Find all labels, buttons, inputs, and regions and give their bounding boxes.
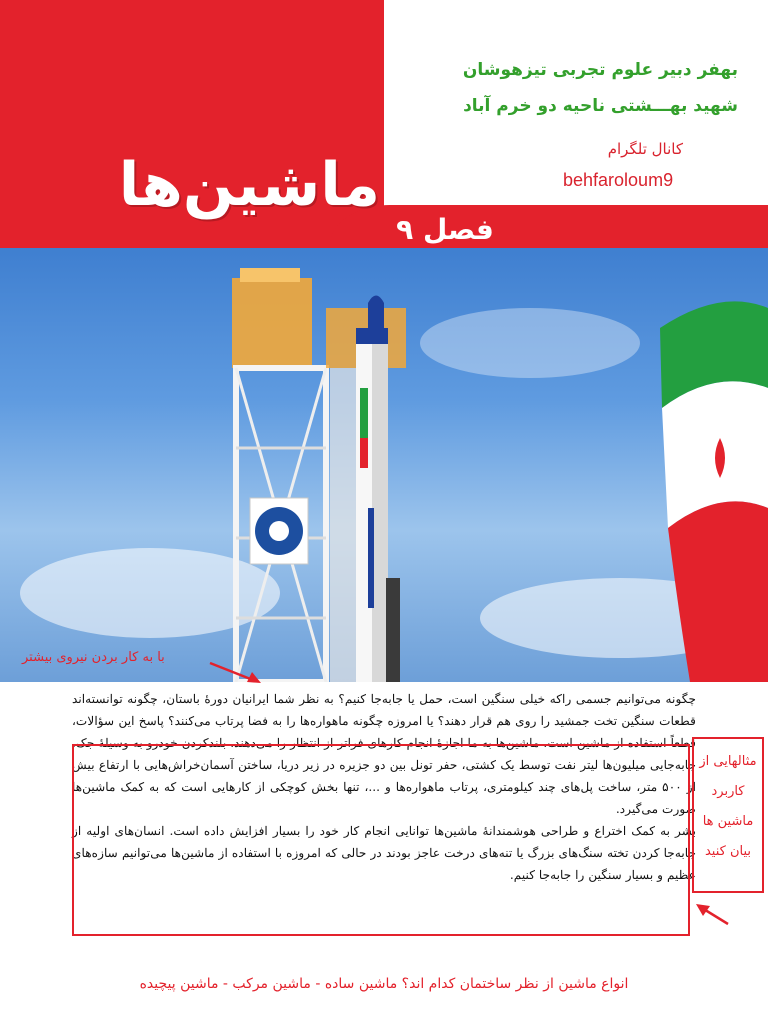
body-text [72,688,696,886]
credit-line-2: شهید بهـــشتی ناحیه دو خرم آباد [463,96,738,116]
rocket-launch-photo [0,248,768,682]
side-note-box [692,737,764,893]
telegram-label: کانال تلگرام [607,140,683,158]
side-note-line-2: کاربرد [711,784,745,799]
annotation-arrow-icon [205,658,265,688]
iran-flag [660,301,768,682]
side-note-line-4: بیان کنید [704,844,752,859]
side-note-line-1: مثالهایی از [699,754,757,769]
telegram-channel-id[interactable]: behfaroloum9 [563,170,674,190]
side-note-line-3: ماشین ها [702,814,754,829]
chapter-title: ماشین‌ها [118,150,380,220]
photo-annotation: با به کار بردن نیروی بیشتر [22,650,165,665]
side-note-arrow-icon [694,900,734,930]
chapter-number: فصل ۹ [396,213,494,246]
body-paragraph-2: بشر به کمک اختراع و طراحی هوشمندانهٔ ماشین‌ها توانایی انجام کار خود را بسیار افزایش داده است. انسان‌های اولیه از جابه‌جا کردن تخته سنگ‌های بزرگ یا تنه‌های درخت عاجز بودند در حالی که امروزه با استفاده از ماشین‌ها می‌توانیم سازه‌های عظیم و بسیار سنگین را جابه‌جا کنیم. [72,824,696,882]
body-paragraph-1: چگونه می‌توانیم جسمی راکه خیلی سنگین است، حمل یا جابه‌جا کنیم؟ به نظر شما ایرانیان دورهٔ باستان، چگونه توانسته‌اند قطعات سنگین تخت جمشید را روی هم قرار دهند؟ یا امروزه چگونه ماهواره‌ها را به فضا پرتاب می‌کنند؟ پاسخ این سؤالات، قطعاً استفاده از ماشین است. ماشین‌ها به ما اجازهٔ انجام کارهای فراتر از انتظار را می‌دهند. بلندکردن خودرو به وسیلهٔ جک، جابه‌جایی میلیون‌ها لیتر نفت توسط یک کشتی، حفر تونل بین دو جزیره در زیر دریا، ساختن آسمان‌خراش‌هایی با ارتفاع بیش از ۵۰۰ متر، ساخت پل‌های چند کیلومتری، پرتاب ماهواره‌ها و ...، تنها بخش کوچکی از کارهایی است که به کمک ماشین‌ها صورت می‌گیرد. [72,692,696,816]
footer-question: انواع ماشین از نظر ساختمان کدام اند؟ ماشین ساده - ماشین مرکب - ماشین پیچیده [139,976,629,992]
credit-line-1: بهفر دبیر علوم تجربی تیزهوشان [462,60,738,80]
